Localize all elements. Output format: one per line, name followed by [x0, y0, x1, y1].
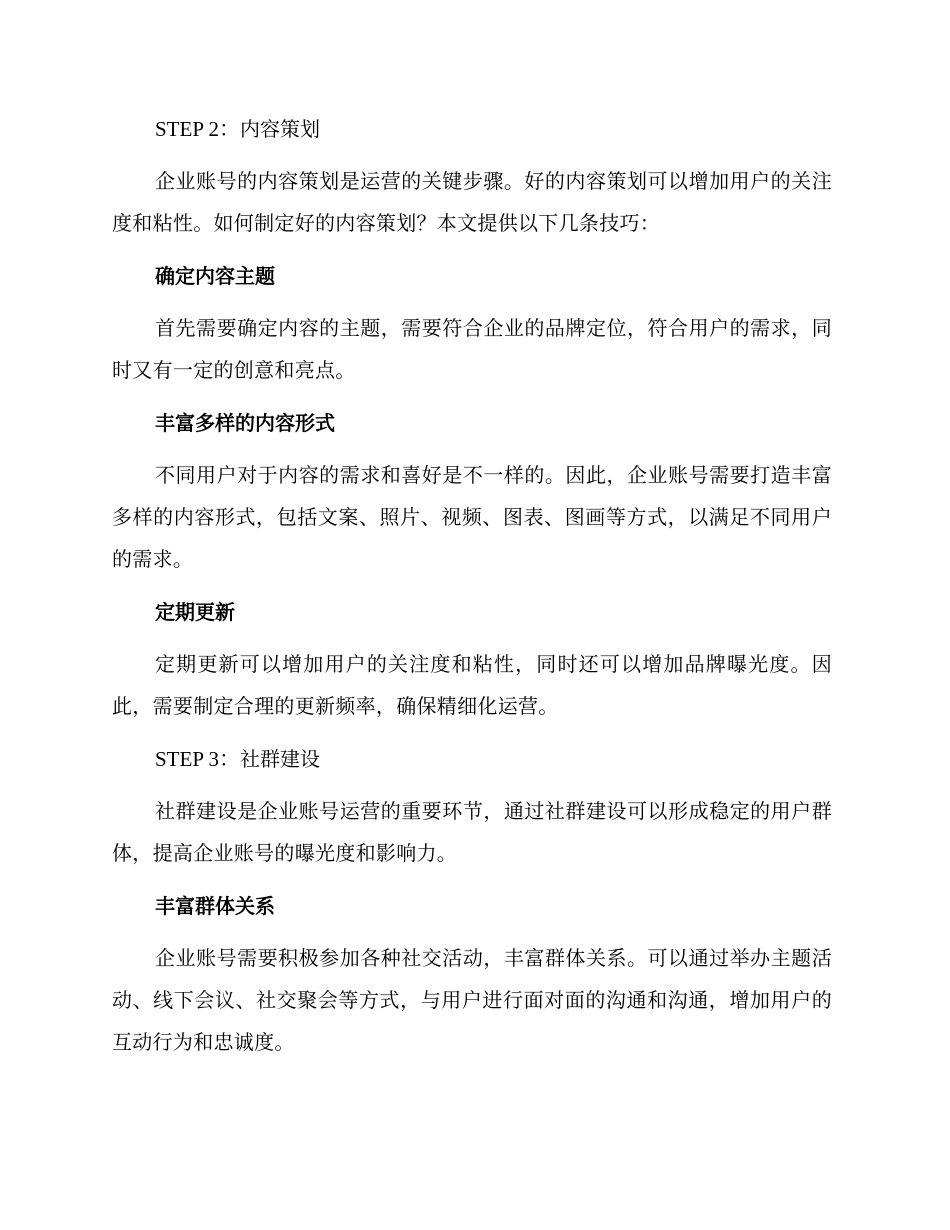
paragraph-group-relations: 企业账号需要积极参加各种社交活动，丰富群体关系。可以通过举办主题活动、线下会议、社交聚会等方式，与用户进行面对面的沟通和沟通，增加用户的互动行为和忠诚度。 [112, 946, 832, 1054]
step-3-title: 社群建设 [239, 747, 320, 771]
document-body [112, 108, 832, 1074]
step-2-title: 内容策划 [239, 117, 320, 141]
step-2-label: STEP 2： [155, 117, 240, 141]
subheading-content-forms: 丰富多样的内容形式 [155, 411, 335, 435]
step-2-heading [112, 108, 832, 150]
step-3-heading [112, 738, 832, 780]
subheading-regular-updates: 定期更新 [155, 600, 235, 624]
paragraph-content-forms: 不同用户对于内容的需求和喜好是不一样的。因此，企业账号需要打造丰富多样的内容形式，包括文案、照片、视频、图表、图画等方式，以满足不同用户的需求。 [112, 463, 832, 571]
paragraph-content-theme: 首先需要确定内容的主题，需要符合企业的品牌定位，符合用户的需求，同时又有一定的创意和亮点。 [112, 316, 832, 382]
step-3-label: STEP 3： [155, 747, 240, 771]
subheading-group-relations: 丰富群体关系 [155, 894, 275, 918]
subheading-content-theme: 确定内容主题 [155, 264, 275, 288]
paragraph-community-intro: 社群建设是企业账号运营的重要环节，通过社群建设可以形成稳定的用户群体，提高企业账号的曝光度和影响力。 [112, 799, 832, 865]
paragraph-content-planning-intro: 企业账号的内容策划是运营的关键步骤。好的内容策划可以增加用户的关注度和粘性。如何制定好的内容策划？本文提供以下几条技巧： [112, 169, 832, 235]
paragraph-regular-updates: 定期更新可以增加用户的关注度和粘性，同时还可以增加品牌曝光度。因此，需要制定合理的更新频率，确保精细化运营。 [112, 652, 832, 718]
